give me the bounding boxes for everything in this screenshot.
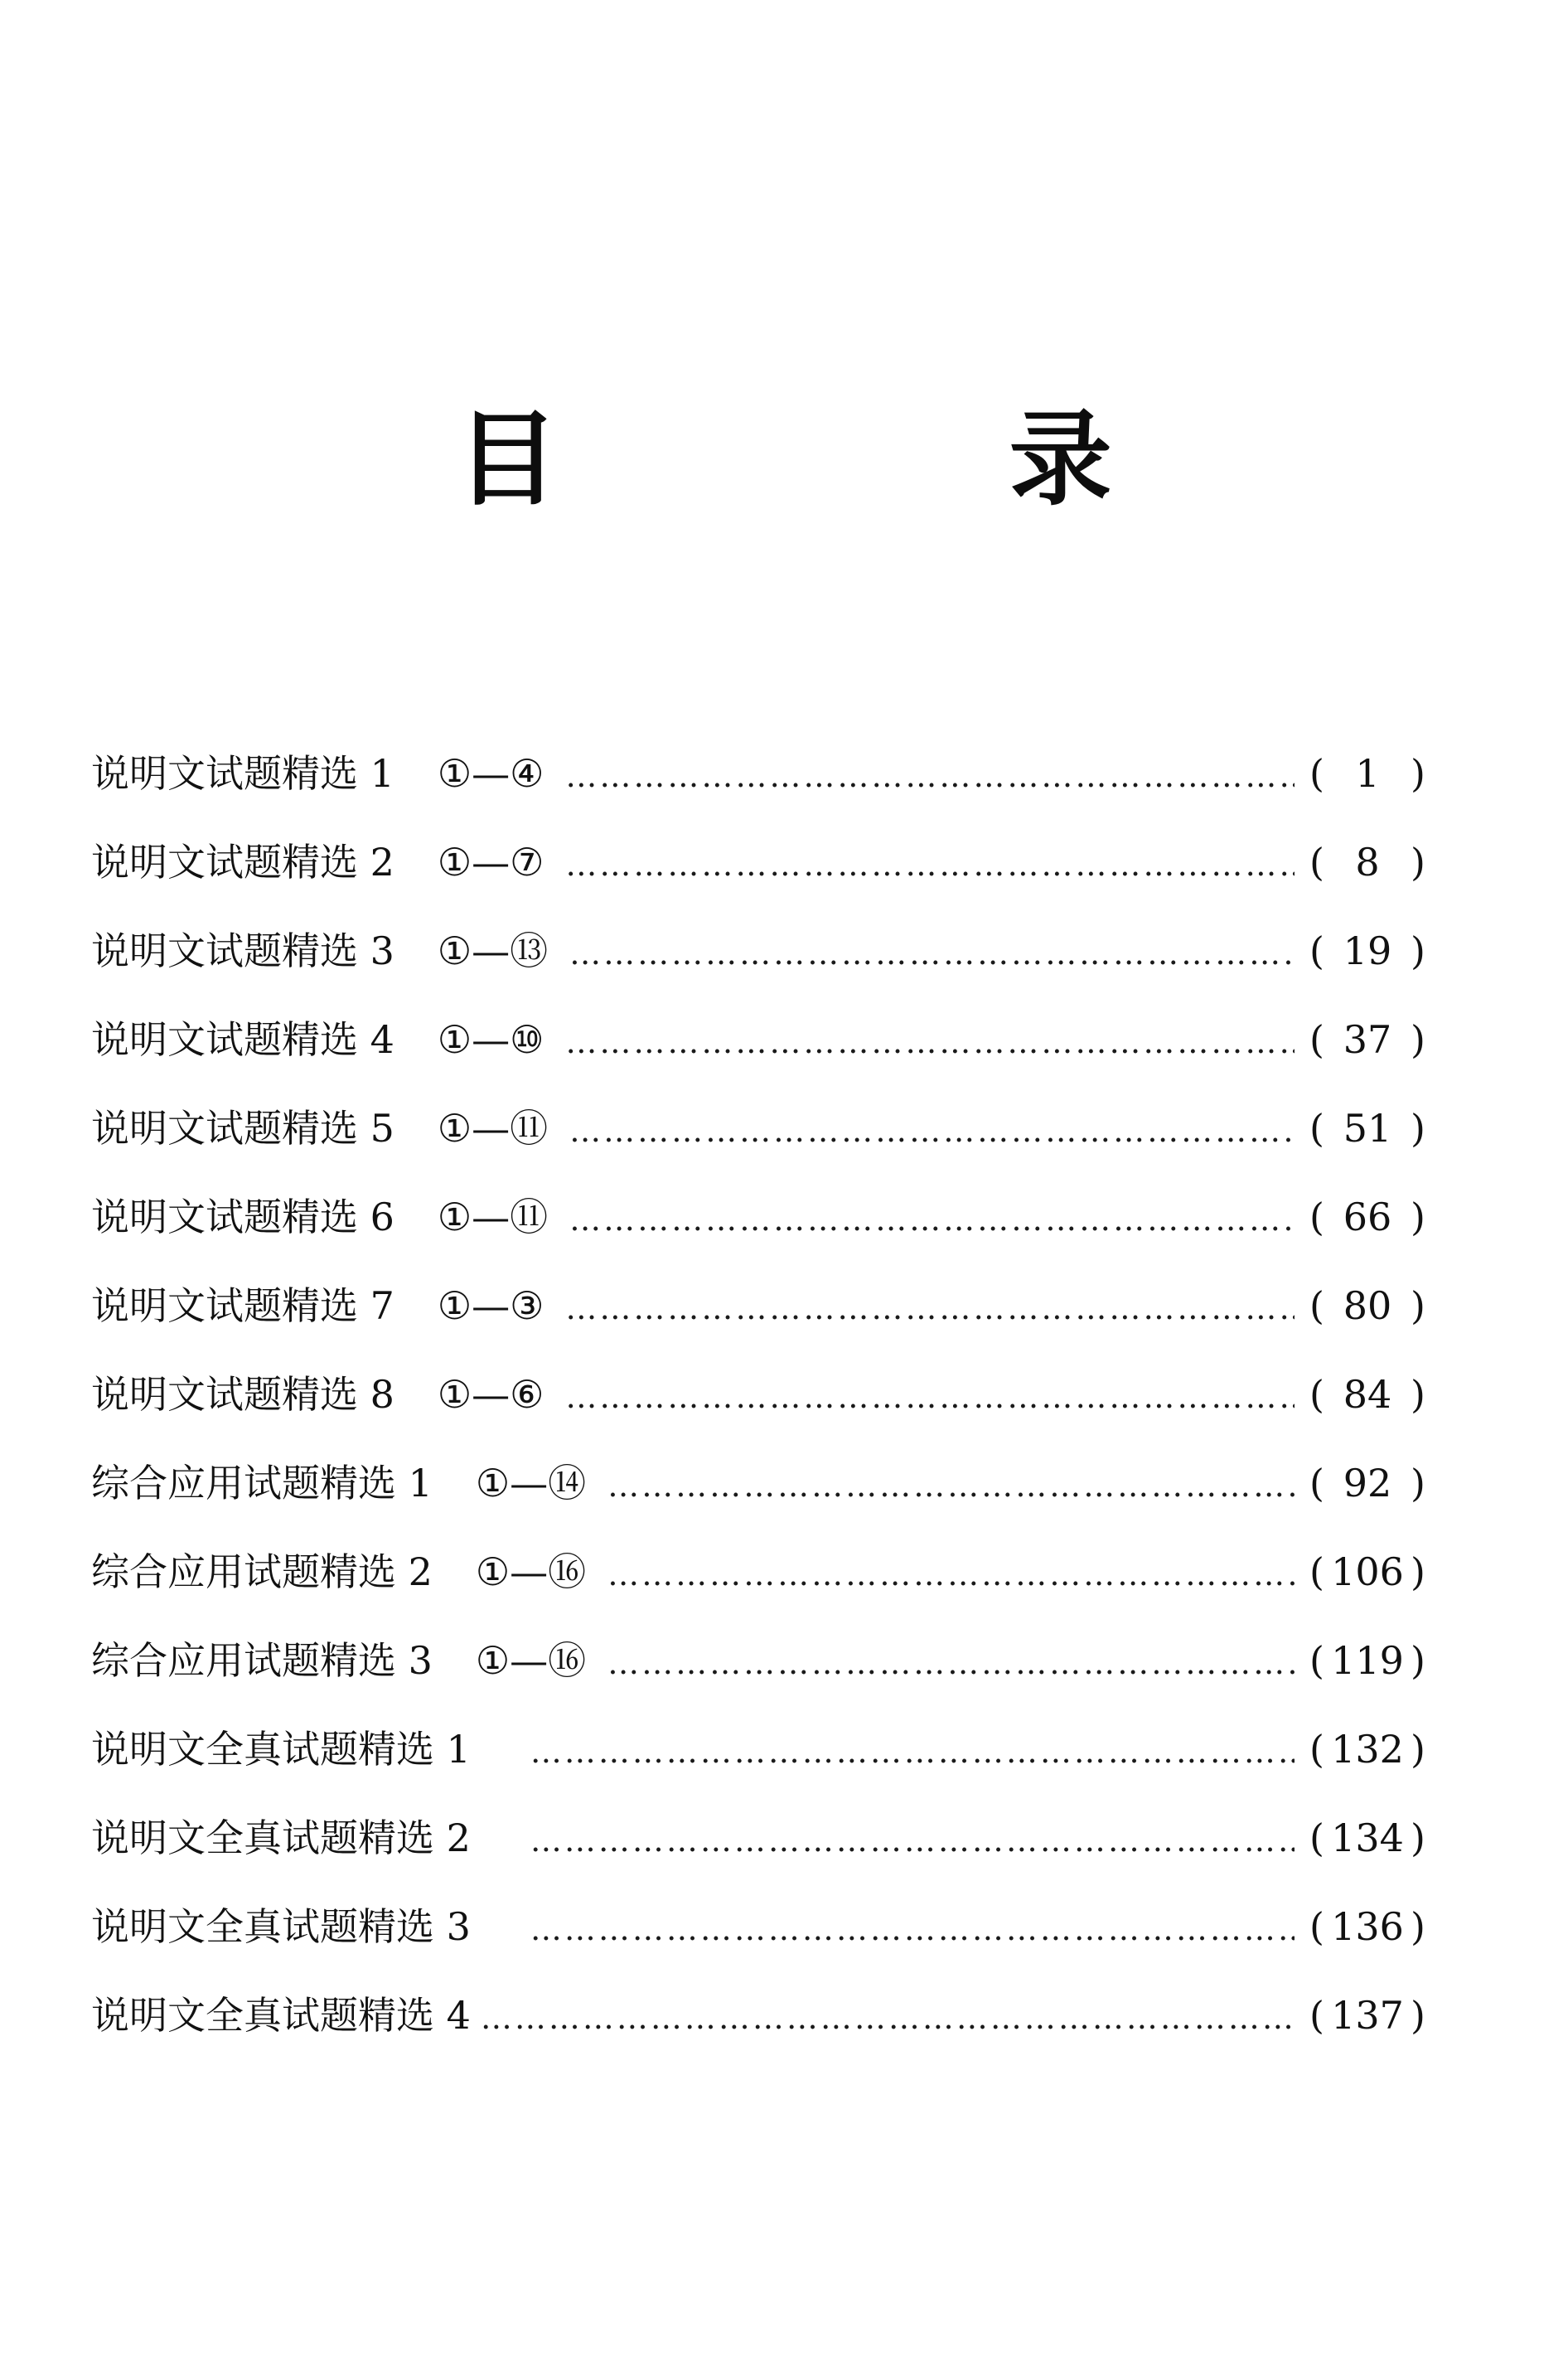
- dot-leader: [530, 1708, 1295, 1796]
- dot-leader: [569, 909, 1295, 998]
- dot-leader: [481, 1974, 1295, 2063]
- toc-entry[interactable]: [91, 1883, 1425, 1971]
- toc-entry-title: 说明文全真试题精选 3: [91, 1904, 471, 1949]
- page-number: 92: [1343, 1461, 1392, 1505]
- toc-entry-title: 说明文全真试题精选 2: [91, 1816, 471, 1860]
- dot-leader: [565, 998, 1295, 1087]
- toc-entry[interactable]: [91, 818, 1425, 907]
- toc-entry[interactable]: [91, 1528, 1425, 1617]
- toc-entry-title: 说明文试题精选 2: [91, 840, 394, 885]
- toc-entry-title: 说明文试题精选 1: [91, 751, 394, 796]
- dot-leader: [565, 1264, 1295, 1353]
- toc-entry-page: ( 106 ): [1309, 1528, 1425, 1617]
- toc-entry-page: ( 84 ): [1309, 1350, 1425, 1439]
- toc-entry-range: ①—⑪: [437, 1195, 549, 1239]
- dot-leader: [565, 732, 1295, 821]
- toc-entry-range: ①—⑥: [437, 1372, 544, 1417]
- page-number: 37: [1343, 1017, 1392, 1062]
- toc-entry-range: ①—⑦: [437, 840, 544, 885]
- toc-entry[interactable]: [91, 907, 1425, 996]
- toc-entry[interactable]: [91, 1971, 1425, 2060]
- page-number: 80: [1343, 1283, 1392, 1328]
- toc-entry-page: ( 1 ): [1309, 730, 1425, 818]
- dot-leader: [607, 1619, 1295, 1708]
- toc-entry-page: ( 92 ): [1309, 1439, 1425, 1528]
- toc-entry-range: ①—⑩: [437, 1017, 544, 1062]
- toc-entry-range: ①—⑯: [475, 1549, 587, 1594]
- page-number: 8: [1355, 840, 1380, 885]
- toc-entry[interactable]: [91, 1173, 1425, 1262]
- toc-entry-range: ①—⑪: [437, 1106, 549, 1151]
- dot-leader: [565, 1353, 1295, 1442]
- toc-entry[interactable]: [91, 1262, 1425, 1350]
- toc-entry-title: 说明文试题精选 3: [91, 928, 394, 973]
- page-number: 134: [1331, 1816, 1404, 1860]
- toc-entry-page: ( 136 ): [1309, 1883, 1425, 1971]
- toc-entry[interactable]: [91, 1794, 1425, 1883]
- toc-entry-page: ( 51 ): [1309, 1084, 1425, 1173]
- page-number: 136: [1331, 1904, 1404, 1949]
- toc-entry-page: ( 66 ): [1309, 1173, 1425, 1262]
- toc-entry[interactable]: [91, 1084, 1425, 1173]
- page-number: 1: [1355, 751, 1380, 796]
- toc-entry-title: 说明文试题精选 7: [91, 1283, 394, 1328]
- page-number: 132: [1331, 1727, 1404, 1772]
- page-title: 目 录: [456, 400, 1319, 520]
- toc-entry[interactable]: [91, 1705, 1425, 1794]
- toc-entry[interactable]: [91, 1439, 1425, 1528]
- toc-entry-range: ①—⑬: [437, 928, 549, 973]
- page-number: 106: [1331, 1549, 1404, 1594]
- table-of-contents: [91, 730, 1425, 2060]
- toc-entry-range: ①—⑭: [475, 1461, 587, 1505]
- toc-entry[interactable]: [91, 1350, 1425, 1439]
- toc-entry-page: ( 80 ): [1309, 1262, 1425, 1350]
- toc-entry-page: ( 137 ): [1309, 1971, 1425, 2060]
- toc-entry-page: ( 132 ): [1309, 1705, 1425, 1794]
- page-number: 66: [1343, 1195, 1392, 1239]
- dot-leader: [569, 1087, 1295, 1176]
- page-number: 119: [1331, 1638, 1404, 1683]
- toc-entry-title: 说明文试题精选 4: [91, 1017, 394, 1062]
- toc-entry-title: 说明文全真试题精选 4: [91, 1993, 471, 2038]
- page-number: 19: [1343, 928, 1392, 973]
- toc-entry[interactable]: [91, 1617, 1425, 1705]
- toc-entry-title: 综合应用试题精选 3: [91, 1638, 433, 1683]
- toc-entry-page: ( 37 ): [1309, 996, 1425, 1084]
- toc-entry-title: 说明文试题精选 5: [91, 1106, 394, 1151]
- toc-entry-title: 说明文试题精选 8: [91, 1372, 394, 1417]
- toc-entry-title: 综合应用试题精选 2: [91, 1549, 433, 1594]
- dot-leader: [607, 1442, 1295, 1530]
- toc-entry-title: 综合应用试题精选 1: [91, 1461, 433, 1505]
- toc-entry-page: ( 134 ): [1309, 1794, 1425, 1883]
- dot-leader: [565, 821, 1295, 909]
- toc-entry[interactable]: [91, 996, 1425, 1084]
- dot-leader: [530, 1885, 1295, 1974]
- dot-leader: [530, 1796, 1295, 1885]
- toc-entry-title: 说明文试题精选 6: [91, 1195, 394, 1239]
- page-number: 137: [1331, 1993, 1404, 2038]
- toc-entry-range: ①—⑯: [475, 1638, 587, 1683]
- toc-entry-page: ( 119 ): [1309, 1617, 1425, 1705]
- page-number: 51: [1343, 1106, 1392, 1151]
- dot-leader: [569, 1176, 1295, 1264]
- toc-entry-range: ①—③: [437, 1283, 544, 1328]
- toc-entry-title: 说明文全真试题精选 1: [91, 1727, 471, 1772]
- page-number: 84: [1343, 1372, 1392, 1417]
- dot-leader: [607, 1530, 1295, 1619]
- toc-entry[interactable]: [91, 730, 1425, 818]
- toc-entry-page: ( 8 ): [1309, 818, 1425, 907]
- toc-entry-range: ①—④: [437, 751, 544, 796]
- toc-entry-page: ( 19 ): [1309, 907, 1425, 996]
